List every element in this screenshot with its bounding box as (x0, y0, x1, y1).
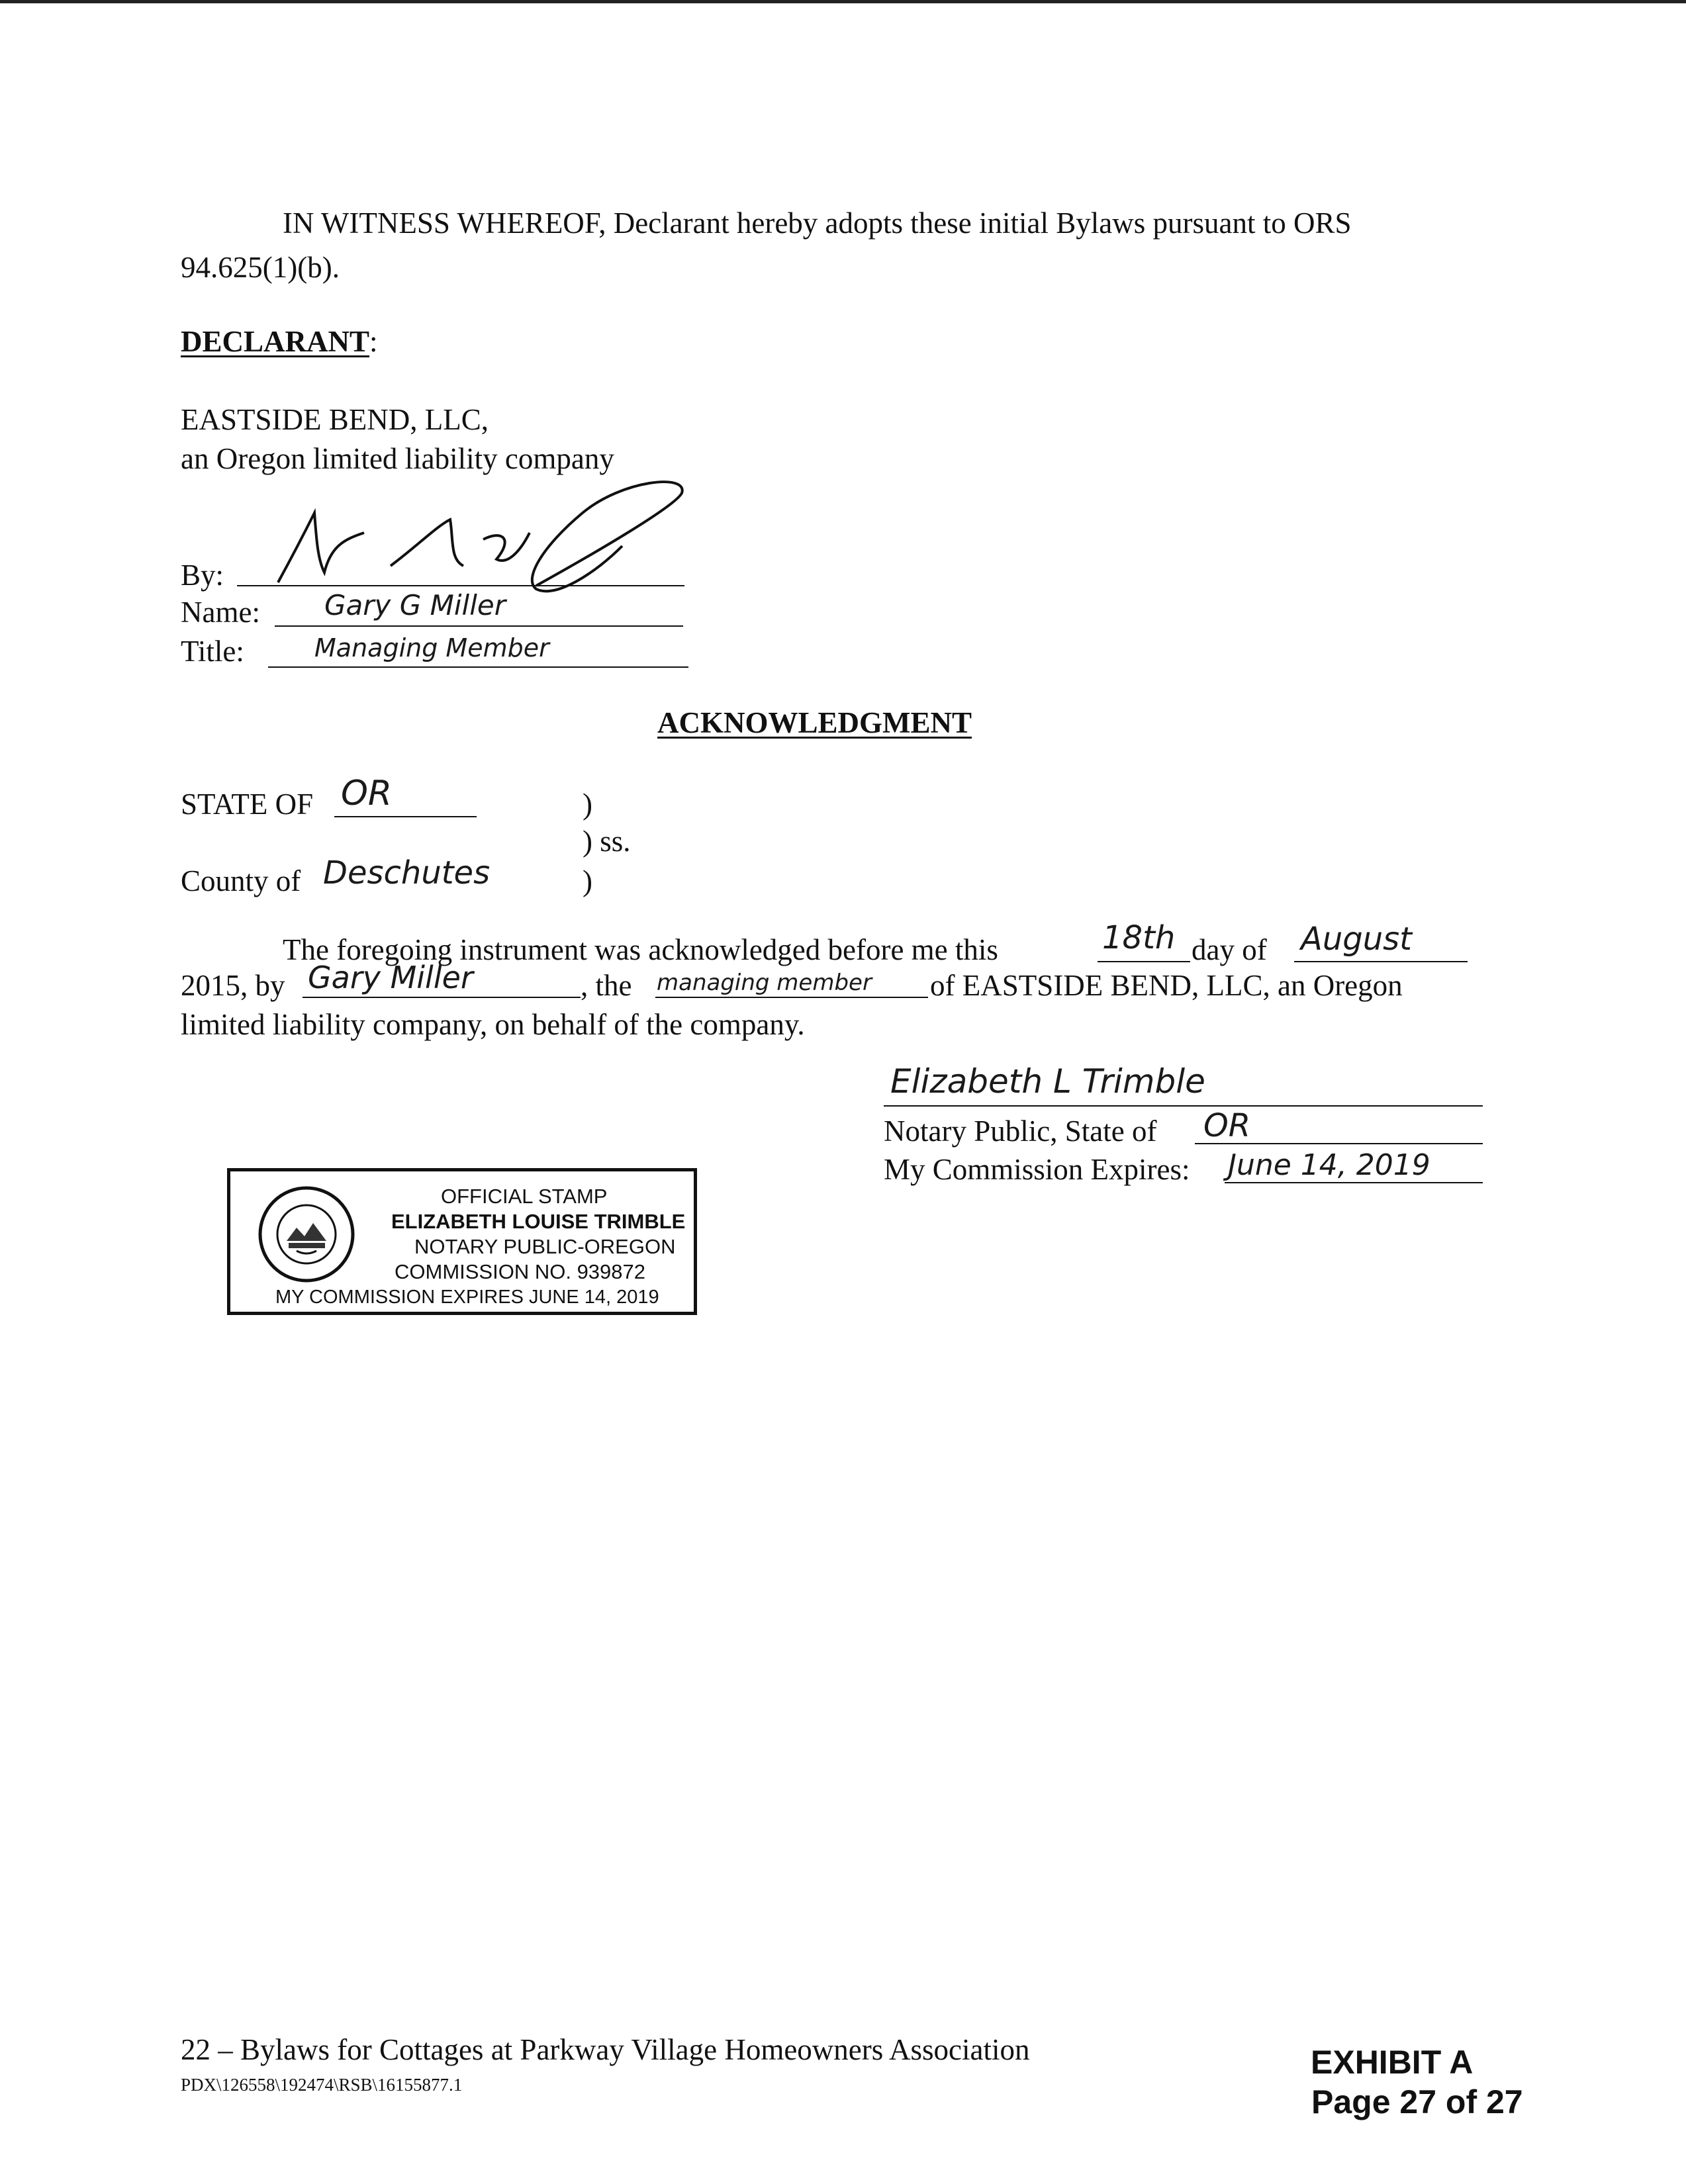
page-number: Page 27 of 27 (1311, 2083, 1523, 2120)
ack-year-by: 2015, by (181, 969, 285, 1002)
day-line (1098, 961, 1190, 962)
declarant-heading (181, 322, 378, 361)
county-of-label: County of (181, 864, 301, 897)
commission-expires-label: My Commission Expires: (884, 1153, 1190, 1186)
paren-1: ) (583, 788, 592, 821)
month-line (1294, 961, 1468, 962)
state-value-handwritten: OR (341, 774, 393, 813)
scan-top-edge (0, 0, 1686, 3)
ack-body-part-1: The foregoing instrument was acknowledged before me this (283, 933, 998, 966)
ss-label: ) ss. (583, 825, 631, 858)
company-name: EASTSIDE BEND, LLC, (181, 403, 489, 436)
day-value-handwritten: 18th (1102, 919, 1176, 956)
state-of-label: STATE OF (181, 788, 314, 821)
ack-body-line-3: limited liability company, on behalf of the company. (181, 1008, 805, 1041)
acknowledgment-heading: ACKNOWLEDGMENT (657, 706, 972, 739)
notary-signature: Elizabeth L Trimble (890, 1062, 1205, 1101)
name-label: Name: (181, 596, 260, 629)
notary-public-label: Notary Public, State of (884, 1115, 1157, 1148)
footer-doc-id: PDX\126558\192474\RSB\16155877.1 (181, 2075, 463, 2095)
stamp-line-4: COMMISSION NO. 939872 (395, 1260, 646, 1283)
stamp-line-5: MY COMMISSION EXPIRES JUNE 14, 2019 (275, 1287, 659, 1308)
paren-3: ) (583, 864, 592, 897)
ack-the: , the (581, 969, 632, 1002)
stamp-line-3: NOTARY PUBLIC-OREGON (414, 1235, 676, 1258)
footer-title: 22 – Bylaws for Cottages at Parkway Village Homeowners Association (181, 2033, 1030, 2066)
commission-expires-value-handwritten: June 14, 2019 (1228, 1148, 1430, 1182)
ack-body-rest: of EASTSIDE BEND, LLC, an Oregon (930, 969, 1403, 1002)
exhibit-label: EXHIBIT A (1311, 2044, 1474, 2081)
declarant-heading-text: DECLARANT (181, 325, 370, 358)
name-line (275, 625, 683, 627)
name-value-handwritten: Gary G Miller (324, 589, 506, 621)
company-description: an Oregon limited liability company (181, 442, 614, 475)
person-line (303, 997, 581, 998)
title-label: Title: (181, 635, 244, 668)
by-label: By: (181, 559, 224, 592)
month-value-handwritten: August (1301, 921, 1412, 958)
notary-state-value-handwritten: OR (1203, 1107, 1251, 1144)
witness-line-1: IN WITNESS WHEREOF, Declarant hereby adopts these initial Bylaws pursuant to ORS (283, 206, 1352, 240)
title-value-handwritten: Managing Member (314, 633, 549, 662)
notary-signature-line (884, 1105, 1483, 1107)
stamp-line-2: ELIZABETH LOUISE TRIMBLE (391, 1210, 686, 1233)
county-value-handwritten: Deschutes (323, 854, 491, 891)
ack-day-of: day of (1192, 933, 1267, 966)
person-value-handwritten: Gary Miller (308, 960, 473, 995)
stamp-line-1: OFFICIAL STAMP (441, 1185, 608, 1208)
role-value-handwritten: managing member (657, 970, 872, 996)
oregon-seal-icon (257, 1185, 356, 1284)
official-notary-stamp (227, 1168, 697, 1315)
state-line (334, 816, 477, 817)
witness-line-2: 94.625(1)(b). (181, 251, 340, 284)
declarant-heading-colon: : (369, 325, 378, 358)
